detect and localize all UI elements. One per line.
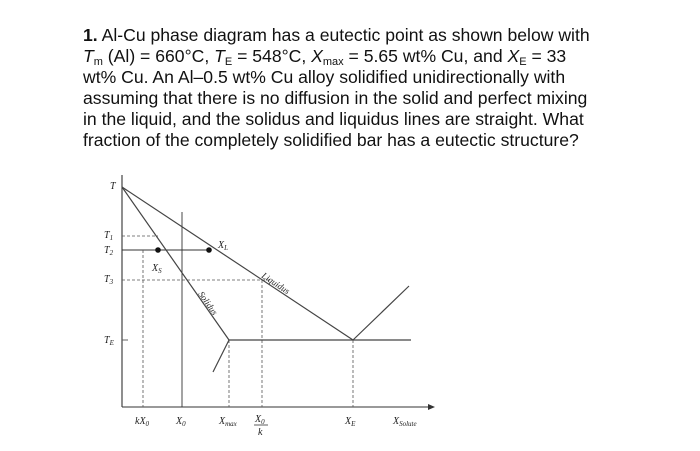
t3-label: $T_3$ <box>104 274 114 286</box>
t2-label: $T_2$ <box>104 245 114 257</box>
xmax-subscript: max <box>322 56 344 68</box>
tm-symbol: T <box>83 46 94 66</box>
xl-point <box>206 247 212 253</box>
t1-label: $T_1$ <box>104 230 114 242</box>
xsolute-label: $X_{Solute}$ <box>393 416 417 428</box>
xe-symbol: X <box>507 46 520 66</box>
problem-line-4: assuming that there is no diffusion in the solid and perfect mixing <box>83 88 588 108</box>
te-label: $T_E$ <box>104 335 114 347</box>
x0k-denominator: k <box>258 427 263 438</box>
te-symbol: T <box>214 46 225 66</box>
xmax-label: $X_{max}$ <box>219 416 237 428</box>
solidus-label: Solidus <box>196 289 220 317</box>
axis-t-label: T <box>110 181 116 192</box>
x0-label: $X_0$ <box>176 416 186 428</box>
tm-subscript: m <box>93 56 103 68</box>
problem-line-3: wt% Cu. An Al–0.5 wt% Cu alloy solidified unidirectionally with <box>83 67 566 87</box>
solidus-line <box>122 187 229 340</box>
xmax-value: = 5.65 wt% Cu, and <box>343 46 508 66</box>
x0k-numerator: $X_0$ <box>255 414 265 426</box>
problem-line-6: fraction of the completely solidified bar has a eutectic structure? <box>83 130 579 150</box>
xmax-symbol: X <box>311 46 323 66</box>
problem-text-1: Al-Cu phase diagram has a eutectic point as shown below with <box>101 25 590 45</box>
xe-subscript: E <box>519 56 527 68</box>
xe-value: = 33 <box>526 46 567 66</box>
problem-number: 1. <box>83 25 98 45</box>
te-subscript: E <box>224 56 233 68</box>
composition-axis-arrow-icon <box>428 404 435 410</box>
right-liquidus-line <box>353 286 409 340</box>
problem-line-5: in the liquid, and the solidus and liquidus lines are straight. What <box>83 109 584 129</box>
x0-over-k-label <box>254 414 268 438</box>
xl-label: $X_L$ <box>218 240 229 252</box>
te-value: = 548°C, <box>232 46 312 66</box>
liquidus-label: Liquidus <box>259 270 292 297</box>
xe-label: $X_E$ <box>345 416 356 428</box>
tm-value: (Al) = 660°C, <box>102 46 215 66</box>
xs-point <box>155 247 161 253</box>
kx0-label: $kX_0$ <box>135 416 150 428</box>
solvus-line <box>213 340 229 372</box>
xs-label: $X_S$ <box>152 263 162 275</box>
